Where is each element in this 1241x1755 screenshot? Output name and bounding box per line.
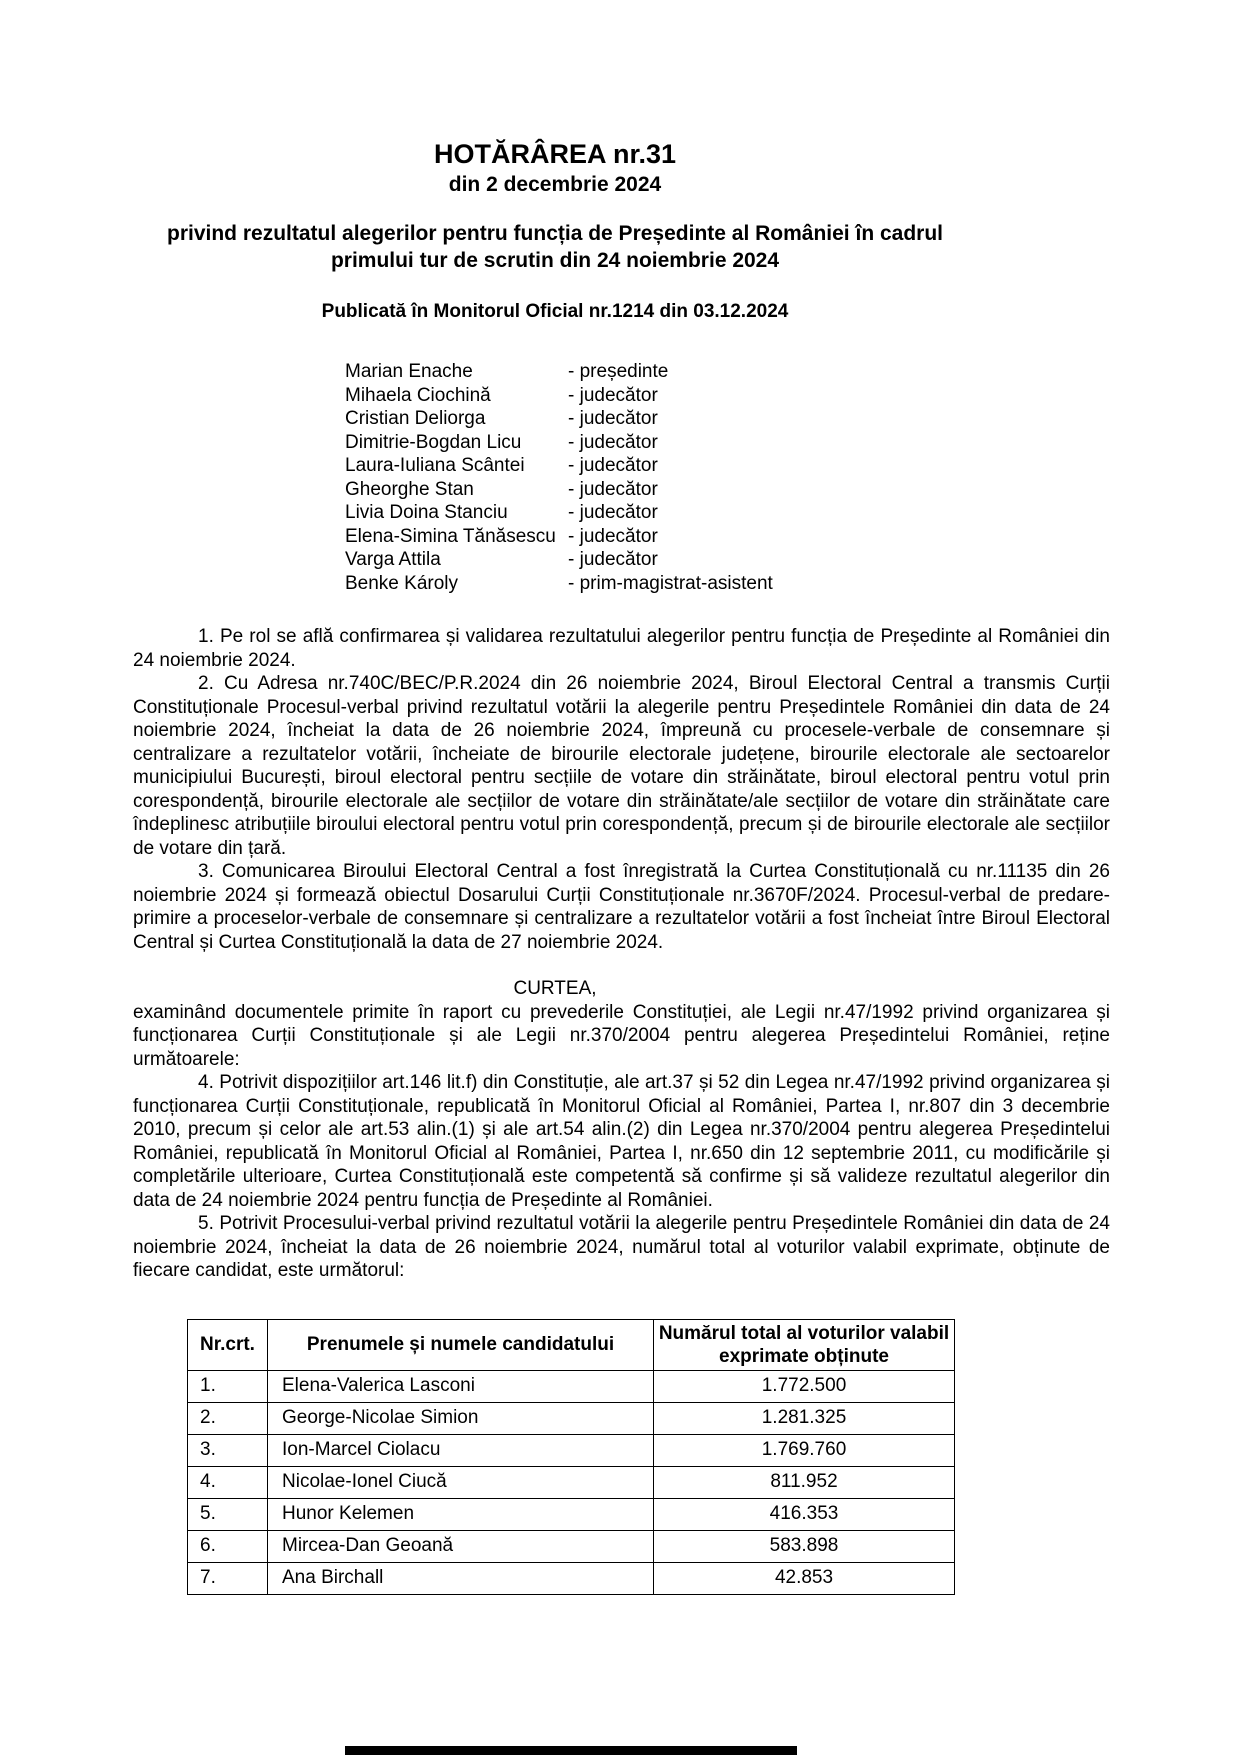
paragraph-4: 4. Potrivit dispozițiilor art.146 lit.f) din Constituție, ale art.37 și 52 din Legea nr.47/1992 privind organizarea și funcționarea Curții Constituționale, republicată în Monitorul Oficial al României, Partea I, nr.807 din 3 decembrie 2010, precum și celor ale art.53 alin.(1) și ale art.54 alin.(2) din Legea nr.370/2004 pentru alegerea Președintelui României, republicată în Monitorul Oficial al României, Partea I, nr.650 din 12 septembrie 2011, cu modificările și completările ulterioare, Curtea Constituțională este competentă să confirme și să valideze rezultatul alegerilor din data de 24 noiembrie 2024 pentru funcția de Președinte al României. bbox=[133, 1072, 1110, 1211]
document-content bbox=[0, 138, 1241, 1595]
judge-role: - judecător bbox=[568, 384, 658, 406]
judge-row bbox=[345, 384, 1110, 408]
cell-votes: 1.281.325 bbox=[654, 1402, 955, 1434]
table-row bbox=[188, 1370, 955, 1402]
cell-votes: 811.952 bbox=[654, 1466, 955, 1498]
judge-role: - judecător bbox=[568, 408, 658, 429]
judge-name: Cristian Deliorga bbox=[345, 408, 486, 429]
cell-votes: 1.769.760 bbox=[654, 1434, 955, 1466]
table-row bbox=[188, 1434, 955, 1466]
judge-role: - judecător bbox=[568, 549, 658, 570]
cell-name: Elena-Valerica Lasconi bbox=[268, 1370, 654, 1402]
cell-votes: 416.353 bbox=[654, 1498, 955, 1530]
paragraph-1: 1. Pe rol se află confirmarea și validarea rezultatului alegerilor pentru funcția de Președinte al României din 24 noiembrie 2024. bbox=[133, 626, 1110, 671]
judge-row bbox=[345, 454, 1110, 478]
judge-name: Varga Attila bbox=[345, 549, 441, 570]
paragraph-5: 5. Potrivit Procesului-verbal privind rezultatul votării la alegerile pentru Președintele României din data de 24 noiembrie 2024, încheiat la data de 26 noiembrie 2024, numărul total al voturilor valabil exprimate, obținute de fiecare candidat, este următorul: bbox=[133, 1213, 1110, 1281]
results-table-body bbox=[188, 1370, 955, 1594]
judge-row bbox=[345, 478, 1110, 502]
cell-name: Nicolae-Ionel Ciucă bbox=[268, 1466, 654, 1498]
judge-name: Gheorghe Stan bbox=[345, 478, 474, 500]
document-date-line: din 2 decembrie 2024 bbox=[448, 173, 662, 196]
judge-role: - judecător bbox=[568, 478, 658, 500]
header-cell-nr: Nr.crt. bbox=[188, 1319, 268, 1370]
cell-nr: 3. bbox=[188, 1434, 268, 1466]
cell-nr: 5. bbox=[188, 1498, 268, 1530]
judge-row bbox=[345, 501, 1110, 525]
curtea-heading: CURTEA, bbox=[513, 978, 597, 999]
paragraph-3: 3. Comunicarea Biroului Electoral Central a fost înregistrată la Curtea Constituțională cu nr.11135 din 26 noiembrie 2024 și formează obiectul Dosarului Curții Constituționale nr.3670F/2024. Procesul-verbal de predare-primire a proceselor-verbale de consemnare și centralizare a rezultatelor votării a fost încheiat între Biroul Electoral Central și Curtea Constituțională la data de 27 noiembrie 2024. bbox=[133, 861, 1110, 953]
judge-name: Dimitrie-Bogdan Licu bbox=[345, 431, 522, 453]
cutoff-content-bar bbox=[345, 1746, 797, 1755]
judges-list bbox=[345, 360, 1110, 595]
table-row bbox=[188, 1466, 955, 1498]
cell-name: George-Nicolae Simion bbox=[268, 1402, 654, 1434]
judge-role: - judecător bbox=[568, 431, 658, 453]
table-row bbox=[188, 1562, 955, 1594]
cell-name: Ana Birchall bbox=[268, 1562, 654, 1594]
document-subject bbox=[133, 220, 977, 274]
cell-name: Ion-Marcel Ciolacu bbox=[268, 1434, 654, 1466]
judge-row bbox=[345, 360, 1110, 384]
judge-role: - judecător bbox=[568, 525, 658, 547]
document-subject-line-2: primului tur de scrutin din 24 noiembrie 2024 bbox=[330, 249, 780, 272]
judge-row bbox=[345, 407, 1110, 431]
paragraph-examinand: examinând documentele primite în raport cu prevederile Constituției, ale Legii nr.47/1992 privind organizarea și funcționarea Curții Constituționale și ale Legii nr.370/2004 pentru alegerea Președintelui României, reține următoarele: bbox=[133, 1001, 1110, 1070]
table-row bbox=[188, 1402, 955, 1434]
results-table bbox=[187, 1319, 955, 1595]
judge-role: - judecător bbox=[568, 455, 658, 476]
publication-line: Publicată în Monitorul Oficial nr.1214 din 03.12.2024 bbox=[321, 301, 789, 322]
judge-role: - judecător bbox=[568, 502, 658, 523]
cell-votes: 583.898 bbox=[654, 1530, 955, 1562]
document-title: HOTĂRÂREA nr.31 bbox=[433, 139, 677, 169]
judge-row bbox=[345, 572, 1110, 596]
cell-nr: 1. bbox=[188, 1370, 268, 1402]
judge-name: Benke Károly bbox=[345, 572, 459, 594]
judge-name: Livia Doina Stanciu bbox=[345, 502, 508, 523]
table-row bbox=[188, 1498, 955, 1530]
judge-role: - președinte bbox=[568, 361, 669, 382]
cell-nr: 6. bbox=[188, 1530, 268, 1562]
cell-votes: 1.772.500 bbox=[654, 1370, 955, 1402]
table-row bbox=[188, 1530, 955, 1562]
judge-name: Mihaela Ciochină bbox=[345, 384, 491, 406]
judge-role: - prim-magistrat-asistent bbox=[568, 572, 773, 594]
cell-nr: 4. bbox=[188, 1466, 268, 1498]
header-cell-votes: Numărul total al voturilor valabil exprimate obținute bbox=[654, 1319, 955, 1370]
table-header-row bbox=[188, 1319, 955, 1370]
cell-votes: 42.853 bbox=[654, 1562, 955, 1594]
cell-nr: 2. bbox=[188, 1402, 268, 1434]
judge-name: Marian Enache bbox=[345, 361, 473, 382]
cell-nr: 7. bbox=[188, 1562, 268, 1594]
cell-name: Hunor Kelemen bbox=[268, 1498, 654, 1530]
header-cell-name: Prenumele și numele candidatului bbox=[268, 1319, 654, 1370]
judge-name: Elena-Simina Tănăsescu bbox=[345, 525, 556, 547]
judge-row bbox=[345, 525, 1110, 549]
judge-row bbox=[345, 548, 1110, 572]
judge-name: Laura-Iuliana Scântei bbox=[345, 455, 525, 476]
paragraph-2: 2. Cu Adresa nr.740C/BEC/P.R.2024 din 26 noiembrie 2024, Biroul Electoral Central a transmis Curții Constituționale Procesul-verbal privind rezultatul votării la alegerile pentru Președintele României din data de 24 noiembrie 2024, încheiat la data de 26 noiembrie 2024, împreună cu procesele-verbale de consemnare și centralizare a rezultatelor votării, încheiate de birourile electorale județene, birourile electorale ale sectoarelor municipiului București, biroul electoral pentru secțiile de votare din străinătate, biroul electoral pentru votul prin corespondență, birourile electorale ale secțiilor de votare din străinătate/ale secțiilor de votare din străinătate care îndeplinesc atribuțiile biroului electoral pentru votul prin corespondență, precum și de birourile electorale ale secțiilor de votare din țară. bbox=[133, 673, 1110, 859]
judge-row bbox=[345, 431, 1110, 455]
cell-name: Mircea-Dan Geoană bbox=[268, 1530, 654, 1562]
results-table-header bbox=[188, 1319, 955, 1370]
document-subject-line-1: privind rezultatul alegerilor pentru funcția de Președinte al României în cadrul bbox=[167, 222, 943, 245]
